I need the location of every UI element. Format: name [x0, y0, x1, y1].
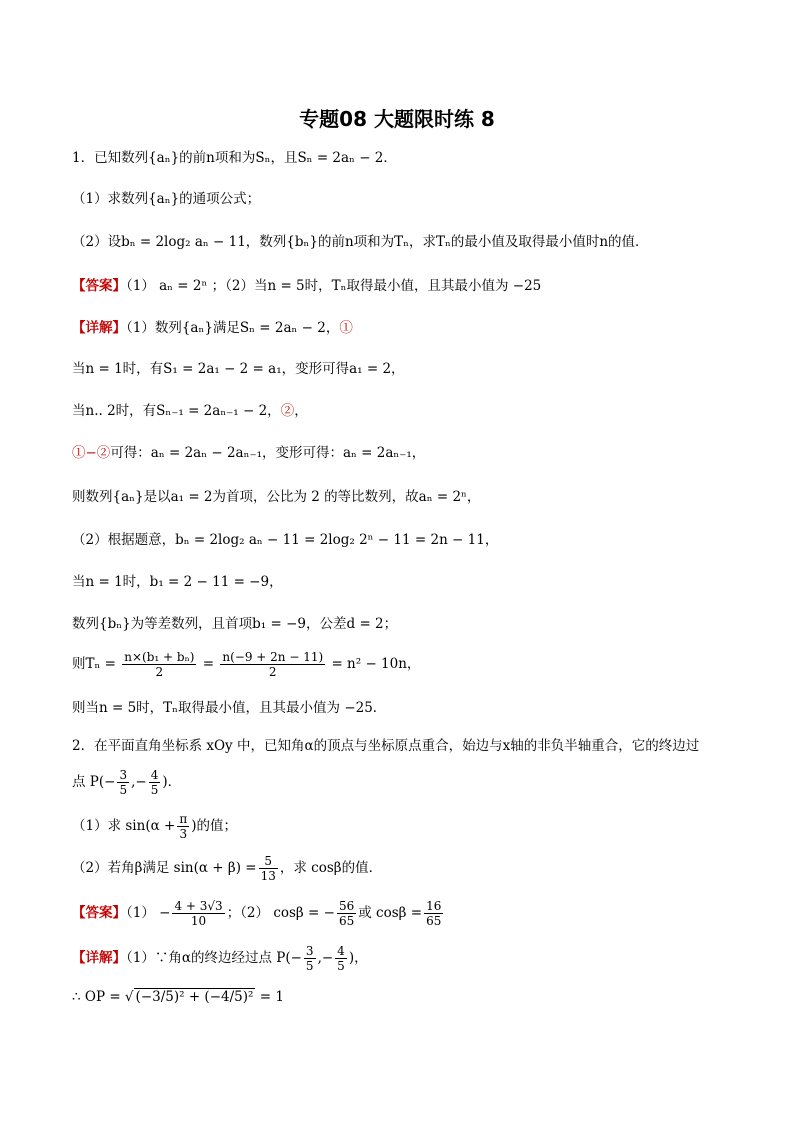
denominator: 65 — [338, 914, 355, 928]
fraction — [220, 650, 325, 679]
denominator: 5 — [337, 959, 345, 973]
q1-detail-8: 数列{bₙ}为等差数列，且首项b₁ = −9，公差d = 2； — [72, 616, 398, 632]
fraction — [172, 899, 224, 928]
q2-part1 — [72, 812, 237, 841]
numerator: 3 — [305, 944, 314, 958]
q2-detail-1 — [72, 944, 368, 973]
numerator: 56 — [338, 899, 355, 913]
numerator: 3 — [119, 768, 128, 782]
q1-detail-1 — [72, 318, 353, 338]
detail-tag: 【详解】 — [72, 950, 126, 966]
denominator: 5 — [150, 783, 159, 797]
detail-tag: 【详解】 — [72, 320, 126, 336]
q1-detail-3-end: ， — [294, 403, 308, 419]
comma: ,− — [317, 950, 334, 966]
q1-detail-1-text: （1）数列{aₙ}满足Sₙ = 2aₙ − 2， — [126, 320, 340, 336]
fraction — [149, 768, 161, 797]
answer-part2: ；（2） cosβ = − — [226, 905, 335, 921]
denominator: 2 — [268, 665, 277, 679]
numerator: 5 — [259, 854, 278, 869]
denominator: 65 — [426, 914, 442, 928]
q1-detail-7: 当n = 1时，b₁ = 2 − 11 = −9， — [72, 574, 283, 590]
denominator: 5 — [119, 783, 128, 797]
answer-tag: 【答案】 — [72, 905, 126, 921]
q1-answer — [72, 276, 541, 296]
circled-diff: ①−② — [72, 445, 111, 461]
radicand: (−3/5)² + (−4/5)² — [135, 989, 254, 1005]
point-suffix: )． — [162, 774, 182, 790]
q2-answer — [72, 899, 445, 928]
fraction — [304, 944, 316, 973]
numerator: 4 — [150, 768, 159, 782]
fraction — [259, 854, 278, 883]
part2-prefix: （2）若角β满足 sin(α + β) = — [72, 860, 257, 876]
q1-part1: （1）求数列{aₙ}的通项公式； — [72, 191, 261, 207]
fraction — [117, 768, 129, 797]
q1-detail-4-text: 可得：aₙ = 2aₙ − 2aₙ₋₁，变形可得：aₙ = 2aₙ₋₁， — [110, 445, 426, 461]
equals: = — [202, 656, 215, 672]
q1-detail-4 — [72, 443, 425, 463]
fraction — [177, 812, 189, 841]
tn-result: = n² − 10n， — [331, 656, 421, 672]
q2-stem-1: 2．在平面直角坐标系 xOy 中，已知角α的顶点与坐标原点重合，始边与x轴的非负半轴重合，它的终边过 — [72, 738, 700, 754]
detail-suffix: )， — [348, 950, 368, 966]
q1-stem: 1．已知数列{aₙ}的前n项和为Sₙ，且Sₙ = 2aₙ − 2． — [72, 150, 397, 166]
comma: ,− — [131, 774, 147, 790]
op-result: = 1 — [259, 989, 284, 1005]
answer-part1: （1） − — [126, 905, 171, 921]
denominator: 2 — [155, 665, 164, 679]
detail-prefix: （1）∵角α的终边经过点 P(− — [126, 950, 302, 966]
page-title: 专题08 大题限时练 8 — [299, 107, 495, 131]
q1-answer-text: （1） aₙ = 2ⁿ ；（2）当n = 5时，Tₙ取得最小值，且其最小值为 −25 — [126, 278, 542, 294]
part1-suffix: )的值； — [191, 818, 237, 834]
answer-tag: 【答案】 — [72, 278, 126, 294]
circled-two: ② — [280, 403, 295, 419]
numerator: 4 + 3√3 — [174, 899, 223, 913]
q1-detail-3-text: 当n.. 2时，有Sₙ₋₁ = 2aₙ₋₁ − 2， — [72, 403, 281, 419]
numerator: π — [179, 812, 188, 826]
q2-detail-2: ∴ OP = √ (−3/5)² + (−4/5)² = 1 — [72, 989, 284, 1005]
part1-prefix: （1）求 sin(α + — [72, 818, 176, 834]
denominator: 13 — [260, 869, 276, 883]
q2-part2 — [72, 854, 382, 883]
q2-stem-2 — [72, 768, 181, 797]
denominator: 10 — [190, 914, 207, 928]
q1-detail-10: 则当n = 5时，Tₙ取得最小值，且其最小值为 −25． — [72, 700, 387, 716]
numerator: n(−9 + 2n − 11) — [222, 650, 324, 664]
part2-suffix: ，求 cosβ的值． — [279, 860, 383, 876]
numerator: 16 — [426, 899, 442, 913]
fraction — [424, 899, 443, 928]
numerator: 4 — [337, 944, 345, 958]
q1-detail-6: （2）根据题意，bₙ = 2log₂ aₙ − 11 = 2log₂ 2ⁿ − 11 = 2n − 11， — [72, 532, 499, 548]
q1-detail-9 — [72, 650, 420, 679]
q1-part2: （2）设bₙ = 2log₂ aₙ − 11，数列{bₙ}的前n项和为Tₙ，求Tₙ的最小值及取得最小值时n的值． — [72, 234, 649, 250]
numerator: n×(b₁ + bₙ) — [124, 650, 195, 664]
point-prefix: 点 P(− — [72, 774, 116, 790]
answer-or: 或 cosβ = — [358, 905, 423, 921]
denominator: 3 — [179, 827, 188, 841]
denominator: 5 — [305, 959, 314, 973]
fraction — [122, 650, 196, 679]
fraction — [337, 899, 356, 928]
fraction — [335, 944, 347, 973]
q1-detail-5: 则数列{aₙ}是以a₁ = 2为首项，公比为 2 的等比数列，故aₙ = 2ⁿ， — [72, 489, 481, 505]
tn-label: 则Tₙ = — [72, 656, 116, 672]
circled-one: ① — [339, 320, 353, 336]
op-label: ∴ OP = — [72, 989, 121, 1005]
q1-detail-3 — [72, 401, 308, 421]
q1-detail-2: 当n = 1时，有S₁ = 2a₁ − 2 = a₁，变形可得a₁ = 2， — [72, 361, 405, 377]
